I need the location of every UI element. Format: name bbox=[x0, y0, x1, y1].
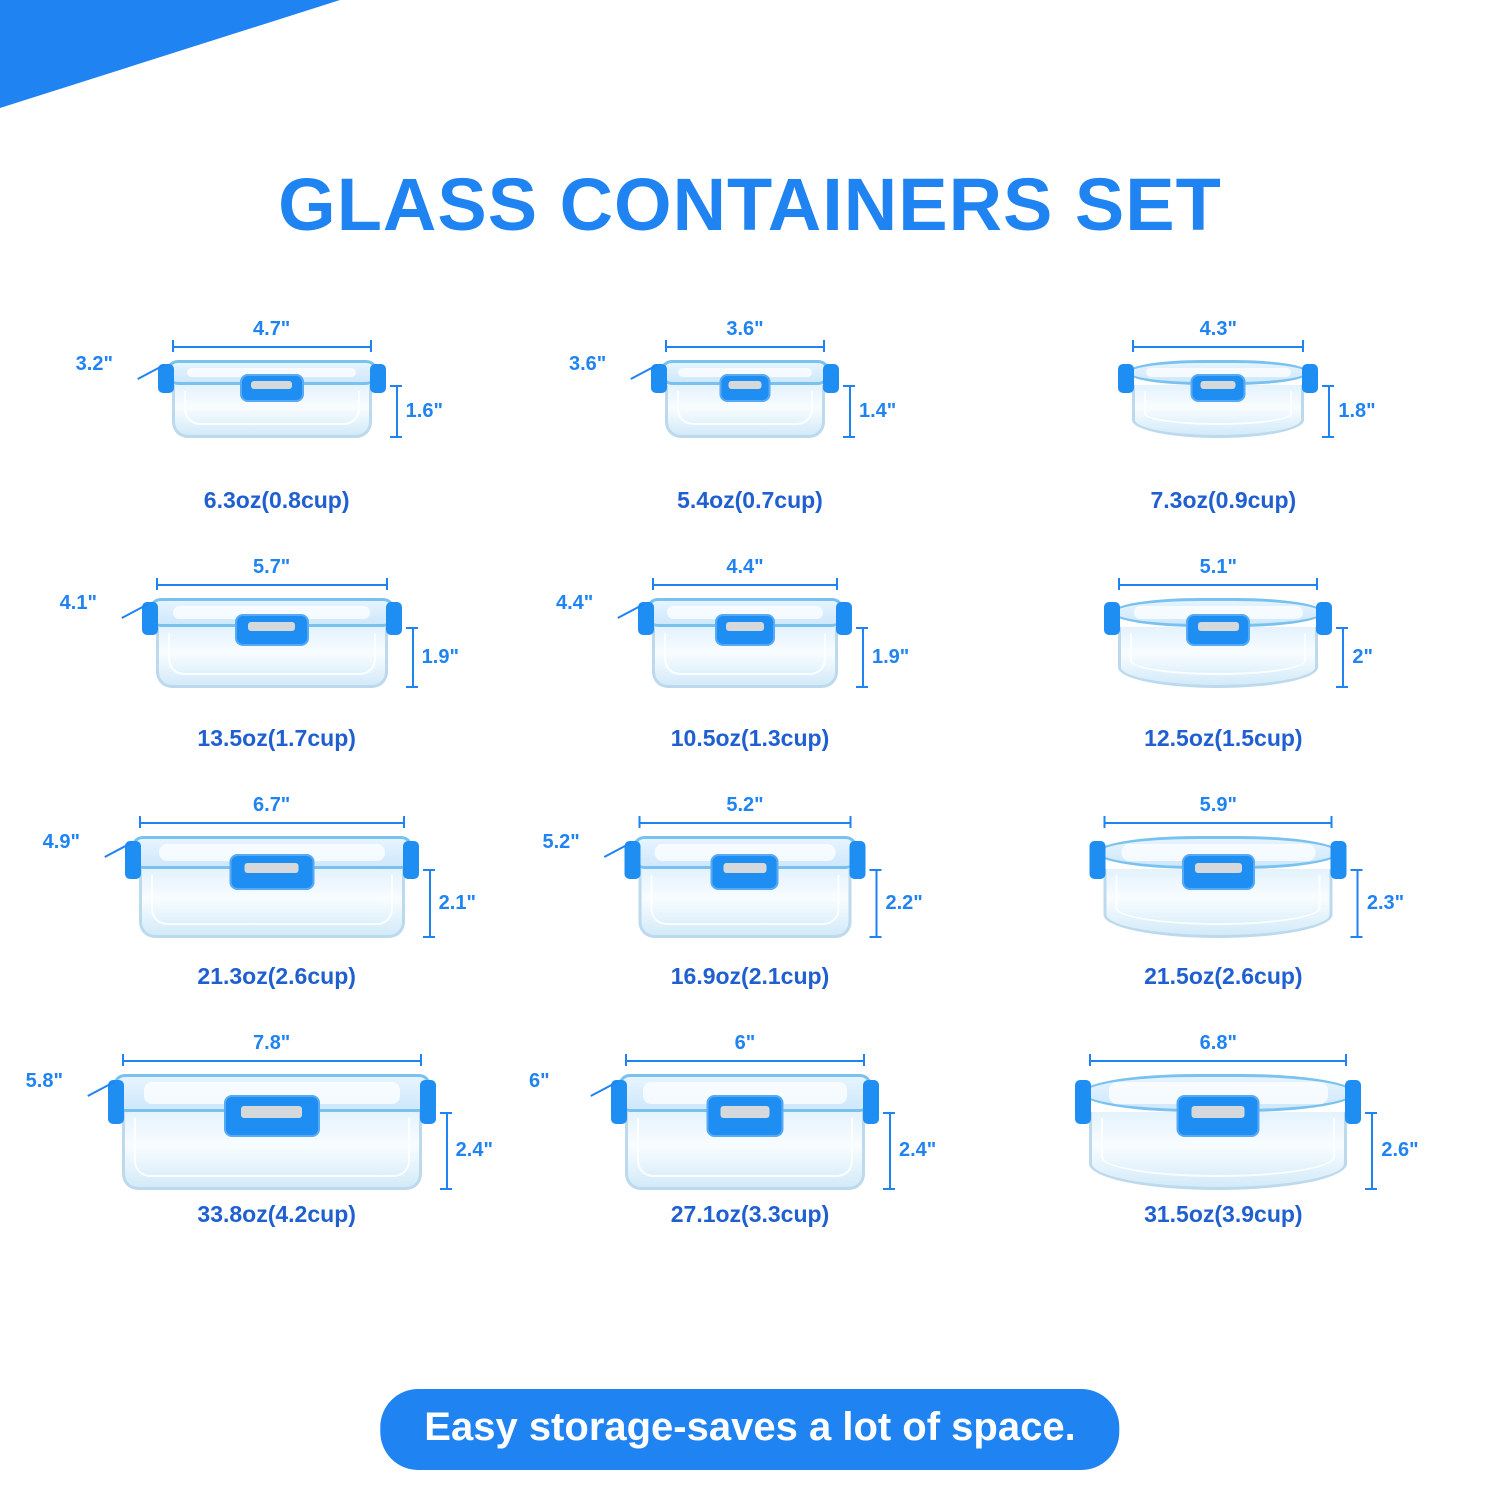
corner-accent-shape bbox=[0, 0, 340, 108]
height-dimension-tick bbox=[856, 627, 868, 629]
width-dimension-tick bbox=[625, 1054, 627, 1066]
height-dimension-tick bbox=[406, 627, 418, 629]
lid-clip-right bbox=[386, 602, 402, 635]
container-illustration bbox=[1104, 836, 1333, 934]
height-dimension-tick bbox=[843, 385, 855, 387]
width-label: 6" bbox=[734, 1032, 756, 1054]
width-dimension-tick bbox=[403, 816, 405, 828]
depth-label: 5.2" bbox=[542, 830, 580, 853]
width-dimension-tick bbox=[1089, 1054, 1091, 1066]
height-dimension-tick bbox=[883, 1188, 895, 1190]
lid-clip-right bbox=[1316, 602, 1332, 635]
width-label: 4.7" bbox=[253, 318, 291, 340]
width-label: 5.2" bbox=[726, 794, 764, 816]
product-cell bbox=[40, 776, 513, 1014]
width-dimension-tick bbox=[652, 578, 654, 590]
lid-clip-right bbox=[863, 1080, 879, 1124]
height-dimension-tick bbox=[1351, 936, 1363, 938]
height-label: 1.4" bbox=[858, 399, 897, 422]
width-dimension-line bbox=[1132, 346, 1304, 348]
height-dimension-line bbox=[1342, 627, 1344, 688]
height-dimension-line bbox=[1328, 385, 1330, 438]
lid-clip-left bbox=[611, 1080, 627, 1124]
width-label: 4.3" bbox=[1199, 318, 1237, 340]
capacity-caption: 27.1oz(3.3cup) bbox=[670, 1201, 830, 1227]
width-label: 6.8" bbox=[1199, 1032, 1237, 1054]
width-dimension-line bbox=[638, 822, 851, 824]
width-label: 6.7" bbox=[253, 794, 291, 816]
width-dimension-tick bbox=[638, 816, 640, 828]
front-latch-clip bbox=[719, 374, 770, 402]
container-figure bbox=[555, 556, 918, 710]
product-cell bbox=[513, 300, 986, 538]
width-dimension-line bbox=[1118, 584, 1318, 586]
height-dimension-tick bbox=[406, 686, 418, 688]
container-illustration bbox=[1089, 1074, 1347, 1186]
width-dimension-tick bbox=[420, 1054, 422, 1066]
width-dimension-tick bbox=[1316, 578, 1318, 590]
width-dimension-line bbox=[156, 584, 388, 586]
width-dimension-line bbox=[139, 822, 405, 824]
width-dimension-tick bbox=[1331, 816, 1333, 828]
container-illustration bbox=[652, 598, 838, 684]
height-dimension-line bbox=[396, 385, 398, 438]
container-figure bbox=[542, 794, 931, 960]
product-cell bbox=[987, 1014, 1460, 1252]
width-label: 5.9" bbox=[1199, 794, 1237, 816]
container-figure bbox=[25, 1032, 502, 1212]
height-dimension-tick bbox=[856, 686, 868, 688]
height-label: 2.6" bbox=[1381, 1139, 1419, 1161]
width-dimension-line bbox=[1104, 822, 1333, 824]
depth-label: 4.9" bbox=[42, 830, 80, 853]
lid-clip-right bbox=[823, 364, 839, 393]
height-dimension-line bbox=[1357, 869, 1359, 938]
front-latch-clip bbox=[1191, 374, 1246, 402]
height-dimension-line bbox=[862, 627, 864, 688]
product-cell bbox=[513, 1014, 986, 1252]
depth-label: 3.2" bbox=[75, 353, 113, 375]
width-dimension-tick bbox=[665, 340, 667, 352]
container-illustration bbox=[665, 360, 825, 434]
width-dimension-tick bbox=[156, 578, 158, 590]
lid-clip-right bbox=[849, 841, 865, 879]
height-dimension-tick bbox=[1351, 869, 1363, 871]
width-dimension-line bbox=[665, 346, 825, 348]
lid-clip-left bbox=[158, 364, 174, 393]
width-dimension-tick bbox=[849, 816, 851, 828]
front-latch-clip bbox=[711, 854, 779, 890]
height-dimension-tick bbox=[1365, 1112, 1377, 1114]
height-label: 1.8" bbox=[1338, 399, 1376, 422]
lid-clip-right bbox=[1345, 1080, 1361, 1124]
height-label: 2.4" bbox=[898, 1139, 937, 1161]
front-latch-clip bbox=[1177, 1095, 1260, 1137]
capacity-caption: 5.4oz(0.7cup) bbox=[677, 487, 823, 513]
width-dimension-tick bbox=[172, 340, 174, 352]
height-dimension-tick bbox=[440, 1188, 452, 1190]
height-dimension-line bbox=[849, 385, 851, 438]
depth-label: 3.6" bbox=[568, 353, 607, 375]
product-cell bbox=[40, 300, 513, 538]
product-cell bbox=[987, 776, 1460, 1014]
height-label: 1.9" bbox=[421, 645, 459, 668]
container-figure bbox=[1034, 796, 1413, 960]
lid-clip-right bbox=[836, 602, 852, 635]
container-illustration bbox=[625, 1074, 865, 1186]
height-label: 2.3" bbox=[1366, 891, 1405, 914]
lid-clip-left bbox=[651, 364, 667, 393]
height-label: 2.4" bbox=[455, 1139, 493, 1161]
width-dimension-tick bbox=[1132, 340, 1134, 352]
height-dimension-tick bbox=[1322, 436, 1334, 438]
width-label: 5.7" bbox=[253, 556, 291, 578]
front-latch-clip bbox=[229, 854, 314, 890]
product-cell bbox=[513, 776, 986, 1014]
lid-clip-right bbox=[370, 364, 386, 393]
height-dimension-tick bbox=[390, 436, 402, 438]
width-dimension-line bbox=[652, 584, 838, 586]
capacity-caption: 21.5oz(2.6cup) bbox=[1144, 963, 1303, 989]
lid-clip-left bbox=[108, 1080, 124, 1124]
width-label: 5.1" bbox=[1199, 556, 1237, 578]
lid-clip-left bbox=[624, 841, 640, 879]
height-dimension-tick bbox=[1365, 1188, 1377, 1190]
container-illustration bbox=[122, 1074, 422, 1186]
capacity-caption: 6.3oz(0.8cup) bbox=[203, 487, 350, 513]
product-cell bbox=[25, 1014, 513, 1252]
height-dimension-line bbox=[875, 869, 877, 938]
width-dimension-line bbox=[172, 346, 372, 348]
width-dimension-tick bbox=[1345, 1054, 1347, 1066]
product-cell bbox=[513, 538, 986, 776]
container-figure bbox=[42, 794, 485, 960]
container-illustration bbox=[1118, 598, 1318, 684]
capacity-caption: 33.8oz(4.2cup) bbox=[197, 1201, 356, 1227]
height-dimension-tick bbox=[423, 936, 435, 938]
container-figure bbox=[1062, 320, 1384, 460]
height-dimension-tick bbox=[843, 436, 855, 438]
height-dimension-tick bbox=[390, 385, 402, 387]
depth-label: 4.1" bbox=[59, 591, 97, 614]
capacity-caption: 31.5oz(3.9cup) bbox=[1144, 1201, 1303, 1227]
container-illustration bbox=[139, 836, 405, 934]
height-label: 2.2" bbox=[885, 891, 923, 914]
width-label: 7.8" bbox=[253, 1032, 291, 1054]
container-illustration bbox=[638, 836, 851, 934]
lid-clip-left bbox=[1090, 841, 1106, 879]
height-dimension-line bbox=[889, 1112, 891, 1190]
width-dimension-tick bbox=[1104, 816, 1106, 828]
width-dimension-tick bbox=[823, 340, 825, 352]
height-dimension-line bbox=[429, 869, 431, 938]
width-dimension-tick bbox=[1302, 340, 1304, 352]
lid-clip-left bbox=[1104, 602, 1120, 635]
front-latch-clip bbox=[715, 614, 775, 646]
lid-clip-left bbox=[1075, 1080, 1091, 1124]
container-figure bbox=[568, 318, 905, 460]
height-dimension-line bbox=[446, 1112, 448, 1190]
product-cell bbox=[987, 300, 1460, 538]
depth-label: 5.8" bbox=[25, 1069, 63, 1092]
page-title: GLASS CONTAINERS SET bbox=[278, 163, 1222, 246]
width-dimension-tick bbox=[386, 578, 388, 590]
front-latch-clip bbox=[1182, 854, 1255, 890]
width-dimension-line bbox=[1089, 1060, 1347, 1062]
width-label: 4.4" bbox=[726, 556, 764, 578]
container-figure bbox=[75, 318, 452, 460]
height-dimension-line bbox=[1371, 1112, 1373, 1190]
lid-clip-right bbox=[1302, 364, 1318, 393]
height-dimension-tick bbox=[1336, 686, 1348, 688]
capacity-caption: 13.5oz(1.7cup) bbox=[197, 725, 356, 751]
width-dimension-tick bbox=[370, 340, 372, 352]
width-dimension-tick bbox=[139, 816, 141, 828]
container-illustration bbox=[172, 360, 372, 434]
width-dimension-tick bbox=[1118, 578, 1120, 590]
width-label: 3.6" bbox=[726, 318, 764, 340]
height-dimension-tick bbox=[869, 869, 881, 871]
lid-clip-left bbox=[125, 841, 141, 879]
depth-label: 6" bbox=[528, 1069, 550, 1092]
front-latch-clip bbox=[240, 374, 304, 402]
container-illustration bbox=[156, 598, 388, 684]
capacity-caption: 12.5oz(1.5cup) bbox=[1144, 725, 1303, 751]
capacity-caption: 21.3oz(2.6cup) bbox=[197, 963, 356, 989]
width-dimension-line bbox=[122, 1060, 422, 1062]
height-dimension-line bbox=[412, 627, 414, 688]
product-grid bbox=[25, 300, 1460, 1252]
height-label: 2" bbox=[1352, 645, 1373, 668]
front-latch-clip bbox=[235, 614, 309, 646]
height-dimension-tick bbox=[440, 1112, 452, 1114]
width-dimension-tick bbox=[836, 578, 838, 590]
container-illustration bbox=[1132, 360, 1304, 434]
container-figure bbox=[528, 1032, 945, 1212]
lid-clip-right bbox=[420, 1080, 436, 1124]
width-dimension-line bbox=[625, 1060, 865, 1062]
lid-clip-right bbox=[403, 841, 419, 879]
height-dimension-tick bbox=[1336, 627, 1348, 629]
front-latch-clip bbox=[224, 1095, 320, 1137]
height-dimension-tick bbox=[1322, 385, 1334, 387]
front-latch-clip bbox=[706, 1095, 783, 1137]
height-label: 1.9" bbox=[871, 645, 910, 668]
width-dimension-tick bbox=[863, 1054, 865, 1066]
height-label: 2.1" bbox=[438, 891, 476, 914]
depth-label: 4.4" bbox=[555, 591, 594, 614]
capacity-caption: 7.3oz(0.9cup) bbox=[1150, 487, 1297, 513]
capacity-caption: 10.5oz(1.3cup) bbox=[670, 725, 830, 751]
product-cell bbox=[987, 538, 1460, 776]
front-latch-clip bbox=[1186, 614, 1250, 646]
container-figure bbox=[59, 556, 468, 710]
lid-clip-left bbox=[1118, 364, 1134, 393]
lid-clip-right bbox=[1331, 841, 1347, 879]
width-dimension-tick bbox=[122, 1054, 124, 1066]
height-dimension-tick bbox=[423, 869, 435, 871]
product-cell bbox=[40, 538, 513, 776]
container-figure bbox=[1019, 1034, 1427, 1212]
height-label: 1.6" bbox=[405, 399, 443, 422]
height-dimension-tick bbox=[883, 1112, 895, 1114]
height-dimension-tick bbox=[869, 936, 881, 938]
capacity-caption: 16.9oz(2.1cup) bbox=[670, 963, 830, 989]
footer-banner: Easy storage-saves a lot of space. bbox=[380, 1389, 1119, 1470]
container-figure bbox=[1048, 558, 1398, 710]
